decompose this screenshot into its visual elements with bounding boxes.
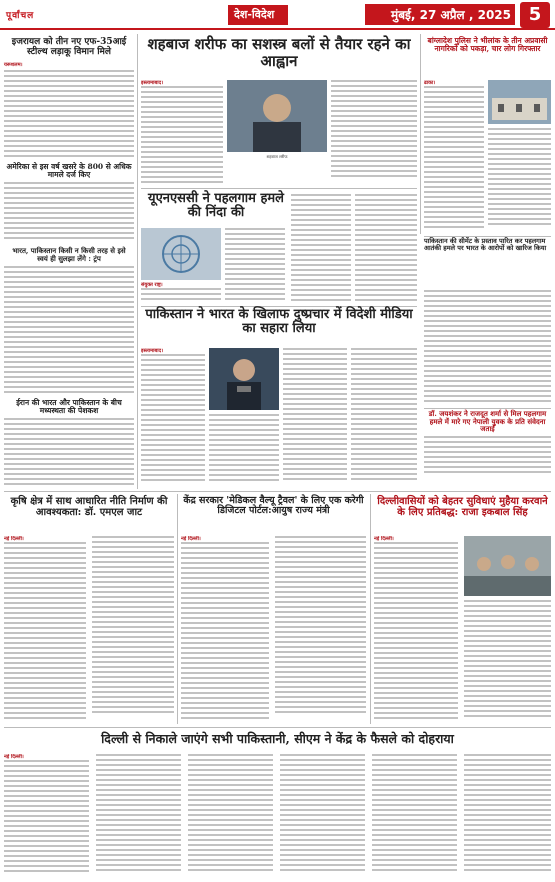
delhi-headline: दिल्लीवासियों को बेहतर सुविधाएं मुहैया करवाने के लिए प्रतिबद्ध: राजा इकबाल सिंह [377, 496, 548, 518]
bottom-headline: दिल्ली से निकाले जाएंगे सभी पाकिस्तानी, सीएम ने केंद्र के फैसले को दोहराया [101, 731, 454, 746]
bottom-col-4 [280, 754, 365, 878]
bottom-col-1 [4, 754, 89, 878]
delhi-photo [464, 536, 551, 596]
israel-body [4, 70, 134, 160]
medical-col-1 [181, 536, 269, 724]
delhi-col-2 [464, 600, 551, 724]
agri-headline: कृषि क्षेत्र में साथ आधारित नीति निर्माण की आवश्यकता: डॉ. एमएल जाट [10, 496, 168, 518]
bottom-col-6 [464, 754, 551, 878]
column-rule [137, 34, 138, 489]
bangladesh-headline: बांग्लादेश पुलिस ने भीलांक के तीन अप्रवासी नागरिकों को पकड़ा, चार लोग गिरफ्तार [427, 36, 548, 54]
measles-headline: अमेरिका से इस वर्ष खसरे के 800 से अधिक मामले दर्ज किए [6, 161, 132, 180]
unsc-byline: संयुक्त राष्ट्र। [141, 282, 163, 288]
propaganda-photo [209, 348, 279, 410]
un-logo-image [141, 228, 221, 280]
lead-headline: शहबाज शरीफ का सशस्त्र बलों से तैयार रहने का आह्वान [147, 35, 411, 70]
agri-col-2 [92, 536, 174, 724]
unsc-col-2 [225, 228, 285, 304]
medical-byline: नई दिल्ली। [181, 536, 201, 542]
unsc-col-1 [141, 282, 221, 304]
section-rule [141, 188, 417, 189]
nepal-headline: डॉ. जयशंकर ने राजदूत शर्मा से मिल पहलगाम हमले में मारे गए नेपाली युवक के प्रति संवेदना जताई [428, 409, 547, 434]
israel-byline: यरूशलम। [4, 61, 23, 68]
building-image [488, 80, 551, 124]
bottom-byline: नई दिल्ली। [4, 754, 24, 760]
bottom-col-5 [372, 754, 457, 878]
bangladesh-col-2 [488, 128, 551, 230]
agri-byline: नई दिल्ली। [4, 536, 24, 542]
unsc-headline: यूएनएससी ने पहलगाम हमले की निंदा की [148, 191, 284, 221]
lead-col-1 [141, 80, 223, 184]
bangladesh-col-1 [424, 80, 484, 230]
column-rule [177, 494, 178, 724]
bangladesh-story [424, 34, 551, 234]
iran-headline: ईरान की भारत और पाकिस्तान के बीच मध्यस्थता की पेशकश [16, 397, 122, 415]
lead-byline: इस्लामाबाद। [141, 80, 164, 86]
masthead [0, 0, 555, 30]
bottom-col-2 [96, 754, 181, 878]
pakistan-resolution-story [424, 238, 551, 294]
lead-photo-caption: शहबाज शरीफ [266, 154, 288, 159]
agri-story [4, 494, 174, 724]
nepal-body [424, 436, 551, 476]
trump-headline: भारत, पाकिस्तान किसी न किसी तरह से इसे स्वयं ही सुलझा लेंगे : ट्रंप [12, 246, 126, 263]
bangladesh-photo [488, 80, 551, 124]
bottom-story [4, 730, 551, 880]
propaganda-headline: पाकिस्तान ने भारत के खिलाफ दुष्प्रचार में विदेशी मीडिया का सहारा लिया [145, 307, 413, 337]
portrait-image [227, 80, 327, 152]
propaganda-byline: इस्लामाबाद। [141, 348, 164, 354]
speaker-image [209, 348, 279, 410]
measles-body [4, 182, 134, 244]
unsc-story [141, 190, 417, 305]
medical-headline: केंद्र सरकार 'मेडिकल वैल्यू ट्रैवल' के लिए एक करेगी डिजिटल पोर्टल:आयुष राज्य मंत्री [183, 495, 364, 517]
delhi-byline: नई दिल्ली। [374, 536, 394, 542]
section-tag: देश-विदेश [228, 5, 288, 25]
pakistan-resolution-body [424, 290, 551, 405]
propaganda-col-3 [283, 348, 347, 486]
iran-body [4, 418, 134, 488]
lead-photo [227, 80, 327, 152]
unsc-col-3 [291, 194, 351, 304]
lead-col-3 [331, 80, 417, 184]
medical-col-2 [275, 536, 366, 724]
lead-story [141, 34, 417, 186]
unsc-photo [141, 228, 221, 280]
pakistan-resolution-headline: पाकिस्तान की सीमेंट के प्रस्ताव पारित कर पहलगाम आतंकी हमले पर भारत के आरोपों को खारिज किया [424, 237, 547, 253]
left-column [4, 34, 134, 489]
propaganda-col-1 [141, 348, 205, 486]
unsc-col-4 [355, 194, 417, 304]
delhi-story [374, 494, 551, 724]
brand-name: पूर्वांचल [6, 11, 35, 21]
trump-body [4, 266, 134, 396]
israel-headline: इजरायल को तीन नए एफ-35आई स्टील्थ लड़ाकू विमान मिले [11, 37, 127, 57]
section-rule [4, 727, 551, 728]
agri-col-1 [4, 536, 86, 724]
page-number: 5 [520, 2, 550, 28]
section-rule [4, 491, 551, 492]
column-rule [420, 34, 421, 234]
propaganda-col-4 [351, 348, 417, 486]
propaganda-col-2 [209, 414, 279, 486]
bottom-col-3 [188, 754, 273, 878]
meeting-image [464, 536, 551, 596]
nepal-story [424, 410, 551, 490]
column-rule [370, 494, 371, 724]
edition-date: मुंबई, 27 अप्रैल , 2025 [365, 4, 515, 25]
bangladesh-byline: ढाका। [424, 80, 436, 86]
medical-story [181, 494, 366, 724]
delhi-col-1 [374, 536, 458, 724]
propaganda-story [141, 308, 417, 488]
